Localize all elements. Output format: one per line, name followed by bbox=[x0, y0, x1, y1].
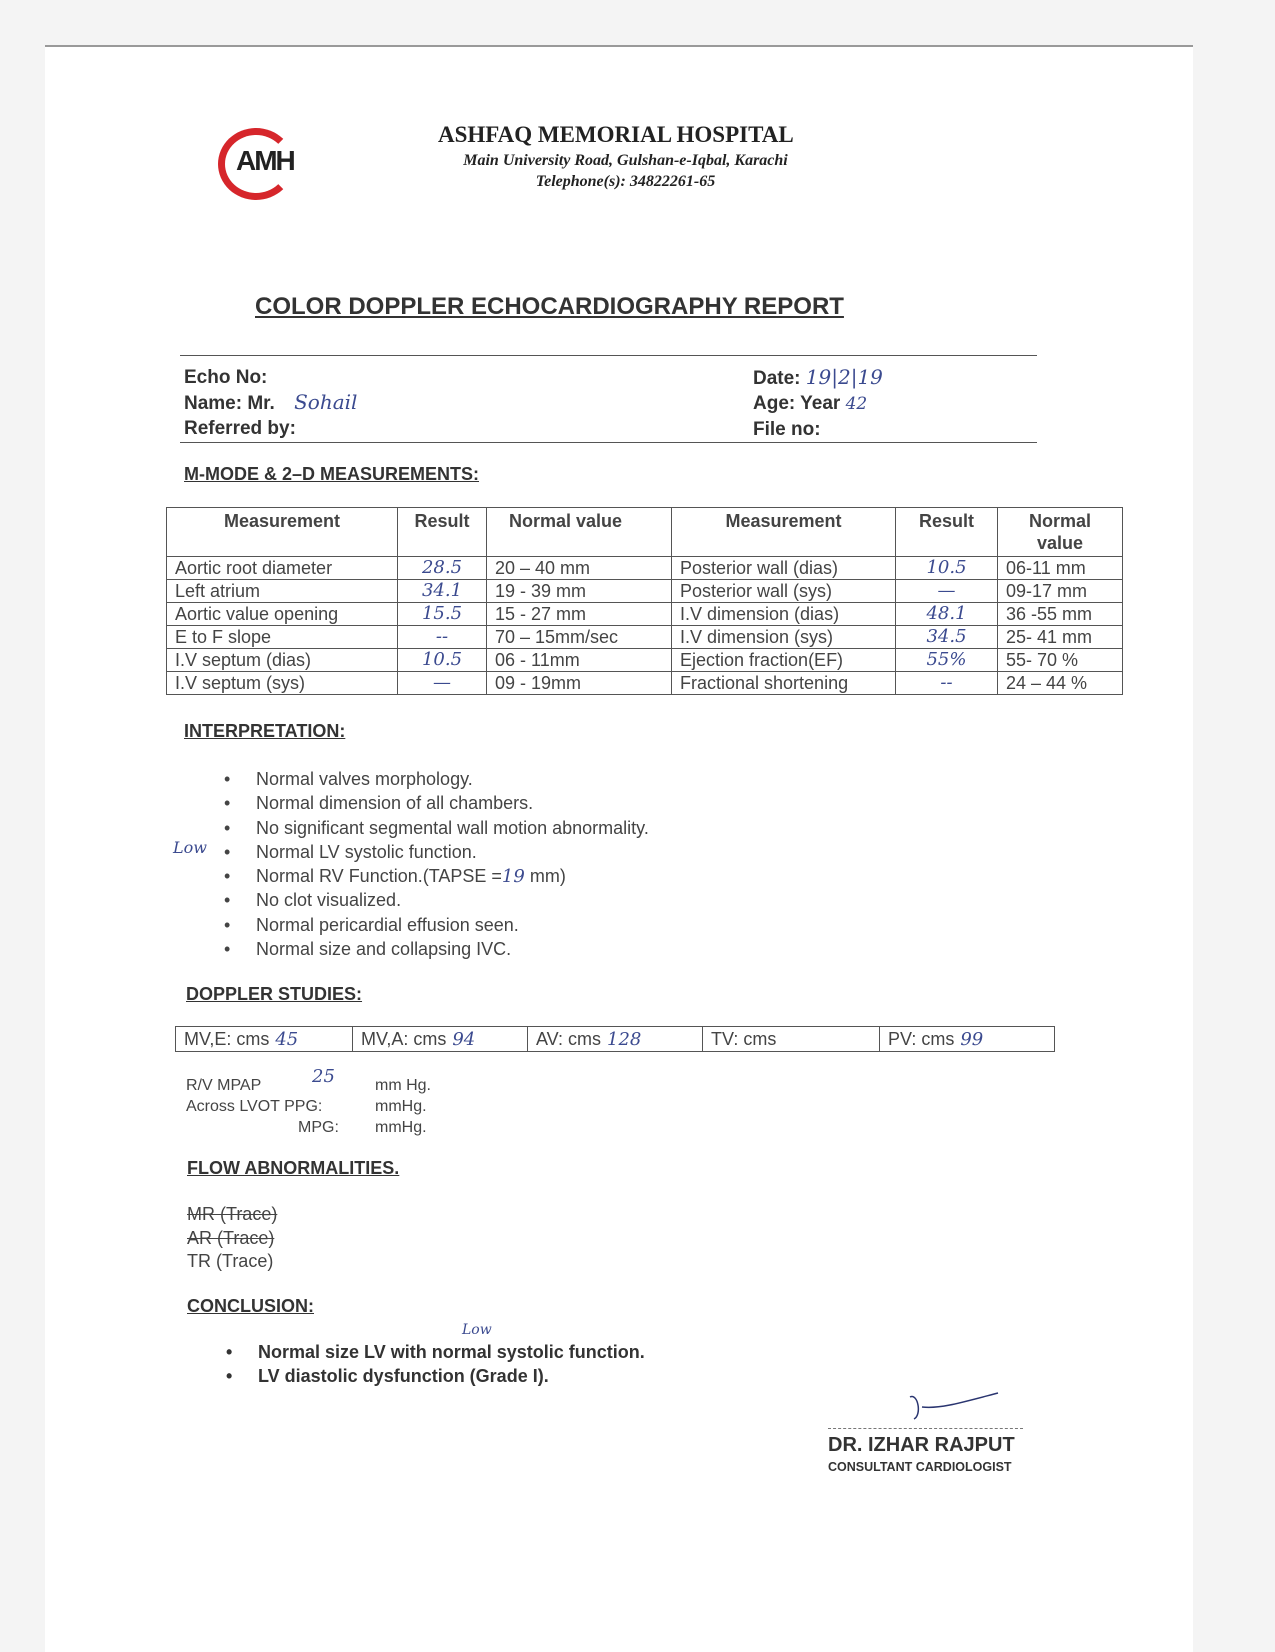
doppler-value: 94 bbox=[452, 1028, 476, 1050]
margin-note: Low bbox=[173, 838, 207, 857]
result-cell: — bbox=[896, 580, 998, 603]
conclusion-heading: CONCLUSION: bbox=[187, 1296, 314, 1316]
table-cell: 19 - 39 mm bbox=[487, 580, 672, 603]
list-item: • Normal valves morphology. bbox=[224, 767, 649, 791]
list-item: • Normal dimension of all chambers. bbox=[224, 791, 649, 815]
table-cell: Aortic value opening bbox=[167, 603, 398, 626]
result-cell: 34.1 bbox=[398, 580, 487, 603]
doppler-table bbox=[175, 1026, 1055, 1052]
table-cell: 20 – 40 mm bbox=[487, 557, 672, 580]
doppler-cell: PV: cms 99 bbox=[880, 1027, 1055, 1052]
interpretation-heading: INTERPRETATION: bbox=[184, 721, 346, 741]
table-cell: Fractional shortening bbox=[672, 672, 896, 695]
table-cell: 09-17 mm bbox=[998, 580, 1123, 603]
table-cell: 24 – 44 % bbox=[998, 672, 1123, 695]
result-cell: 10.5 bbox=[896, 557, 998, 580]
result-cell: 55% bbox=[896, 649, 998, 672]
pressure-units: mm Hg. mmHg. mmHg. bbox=[375, 1077, 431, 1136]
divider bbox=[180, 355, 1037, 356]
doppler-value: 45 bbox=[275, 1028, 299, 1050]
result-cell: 28.5 bbox=[398, 557, 487, 580]
doppler-heading: DOPPLER STUDIES: bbox=[186, 984, 363, 1004]
table-row bbox=[167, 672, 1123, 695]
table-cell: Aortic root diameter bbox=[167, 557, 398, 580]
mpap-value: 25 bbox=[312, 1066, 335, 1087]
table-cell: 06 - 11mm bbox=[487, 649, 672, 672]
doppler-cell: MV,E: cms 45 bbox=[176, 1027, 353, 1052]
doppler-cell: TV: cms bbox=[703, 1027, 880, 1052]
table-header: Measurement Result Normal value Measurement Result Normal value bbox=[167, 508, 1123, 557]
table-cell: 36 -55 mm bbox=[998, 603, 1123, 626]
measurements-table bbox=[166, 507, 1123, 695]
doppler-cell: AV: cms 128 bbox=[528, 1027, 703, 1052]
table-row bbox=[167, 626, 1123, 649]
doppler-value: 99 bbox=[960, 1028, 984, 1050]
tapse-value: 19 bbox=[501, 866, 525, 888]
report-title: COLOR DOPPLER ECHOCARDIOGRAPHY REPORT bbox=[255, 293, 844, 320]
interpretation-list bbox=[224, 767, 649, 961]
signature-line bbox=[828, 1428, 1023, 1429]
logo-text: AMH bbox=[236, 145, 294, 176]
table-row bbox=[167, 557, 1123, 580]
conclusion-note: Low bbox=[462, 1322, 492, 1338]
date-value: 19|2|19 bbox=[805, 365, 883, 389]
patient-info-right: Date: 19|2|19 Age: Year 42 File no: bbox=[753, 365, 883, 440]
hospital-name: ASHFAQ MEMORIAL HOSPITAL bbox=[438, 122, 794, 147]
list-item: • Normal size and collapsing IVC. bbox=[224, 937, 649, 961]
list-item: • Normal size LV with normal systolic function. bbox=[226, 1340, 645, 1364]
table-cell: Posterior wall (dias) bbox=[672, 557, 896, 580]
table-cell: I.V septum (sys) bbox=[167, 672, 398, 695]
doppler-value: 128 bbox=[607, 1028, 642, 1050]
signature-scribble bbox=[900, 1385, 1010, 1425]
table-cell: 06-11 mm bbox=[998, 557, 1123, 580]
result-cell: 48.1 bbox=[896, 603, 998, 626]
patient-info-left: Echo No: Name: Mr. Sohail Referred by: bbox=[184, 367, 358, 439]
table-cell: 70 – 15mm/sec bbox=[487, 626, 672, 649]
result-cell: 15.5 bbox=[398, 603, 487, 626]
table-row bbox=[167, 580, 1123, 603]
result-cell: 10.5 bbox=[398, 649, 487, 672]
table-cell: Left atrium bbox=[167, 580, 398, 603]
list-item: • Normal pericardial effusion seen. bbox=[224, 913, 649, 937]
patient-name: Sohail bbox=[294, 390, 358, 414]
hospital-address: Main University Road, Gulshan-e-Iqbal, Karachi Telephone(s): 34822261-65 bbox=[463, 152, 788, 190]
pressure-labels: R/V MPAP Across LVOT PPG: MPG: bbox=[186, 1077, 339, 1136]
table-cell: 55- 70 % bbox=[998, 649, 1123, 672]
table-cell: I.V dimension (sys) bbox=[672, 626, 896, 649]
table-row bbox=[167, 649, 1123, 672]
list-item: MR (Trace) bbox=[187, 1204, 278, 1224]
flow-list bbox=[187, 1203, 277, 1274]
mmode-heading: M-MODE & 2–D MEASUREMENTS: bbox=[184, 464, 480, 484]
list-item: • LV diastolic dysfunction (Grade I). bbox=[226, 1364, 645, 1388]
list-item: • Normal RV Function.(TAPSE =19 mm) bbox=[224, 864, 649, 888]
table-cell: E to F slope bbox=[167, 626, 398, 649]
list-item: • Normal LV systolic function. bbox=[224, 840, 649, 864]
conclusion-list bbox=[226, 1340, 645, 1389]
doppler-cell: MV,A: cms 94 bbox=[353, 1027, 528, 1052]
result-cell: -- bbox=[398, 626, 487, 649]
flow-heading: FLOW ABNORMALITIES. bbox=[187, 1158, 400, 1178]
list-item: TR (Trace) bbox=[187, 1251, 274, 1271]
table-cell: Ejection fraction(EF) bbox=[672, 649, 896, 672]
result-cell: -- bbox=[896, 672, 998, 695]
table-cell: 15 - 27 mm bbox=[487, 603, 672, 626]
table-row bbox=[167, 603, 1123, 626]
result-cell: 34.5 bbox=[896, 626, 998, 649]
table-cell: 25- 41 mm bbox=[998, 626, 1123, 649]
age-value: 42 bbox=[845, 394, 868, 414]
result-cell: — bbox=[398, 672, 487, 695]
table-cell: Posterior wall (sys) bbox=[672, 580, 896, 603]
list-item: AR (Trace) bbox=[187, 1227, 275, 1248]
list-item: • No significant segmental wall motion abnormality. bbox=[224, 816, 649, 840]
divider bbox=[180, 442, 1037, 443]
table-cell: I.V septum (dias) bbox=[167, 649, 398, 672]
doctor-title: CONSULTANT CARDIOLOGIST bbox=[828, 1460, 1012, 1474]
table-cell: I.V dimension (dias) bbox=[672, 603, 896, 626]
list-item: • No clot visualized. bbox=[224, 888, 649, 912]
doctor-name: DR. IZHAR RAJPUT bbox=[828, 1434, 1015, 1456]
table-cell: 09 - 19mm bbox=[487, 672, 672, 695]
